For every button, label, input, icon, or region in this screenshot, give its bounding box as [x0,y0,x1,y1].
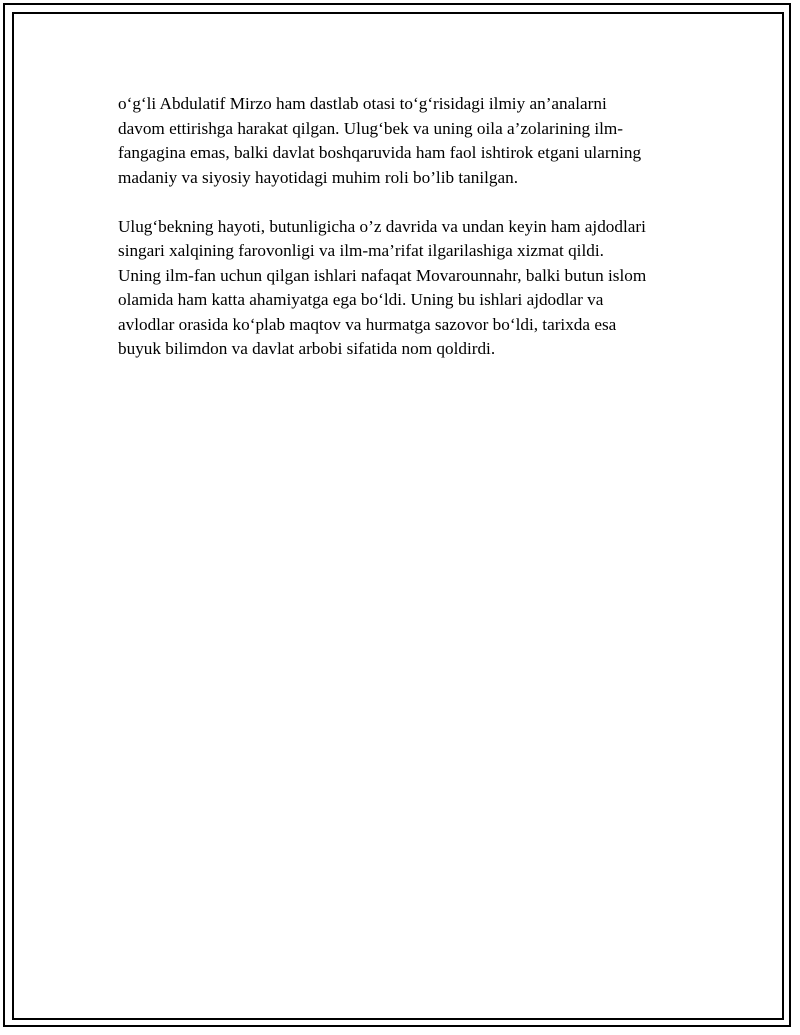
text-line: Ulug‘bekning hayoti, butunligicha o’z davrida va undan keyin ham ajdodlari [118,216,646,236]
text-line: o‘g‘li Abdulatif Mirzo ham dastlab otasi to‘g‘risidagi ilmiy an’analarni [118,94,607,113]
text-line: avlodlar orasida ko‘plab maqtov va hurmatga sazovor bo‘ldi, tarixda esa [118,314,617,334]
text-line: davom ettirishga harakat qilgan. Ulug‘bek va uning oila a’zolarining ilm- [118,118,623,138]
text-line: fangagina emas, balki davlat boshqaruvida ham faol ishtirok etgani ularning [118,143,642,162]
text-line: buyuk bilimdon va davlat arbobi sifatida nom qoldirdi. [118,339,496,358]
text-line: singari xalqining farovonligi va ilm-ma’rifat ilgarilashiga xizmat qildi. [118,241,604,260]
text-line: madaniy va siyosiy hayotidagi muhim roli bo’lib tanilgan. [118,167,519,187]
document-body [118,92,688,386]
text-line: olamida ham katta ahamiyatga ega bo‘ldi. Uning bu ishlari ajdodlar va [118,290,604,309]
paragraph-2 [118,215,688,362]
paragraph-1 [118,92,688,190]
text-line: Uning ilm-fan uchun qilgan ishlari nafaqat Movarounnahr, balki butun islom [118,265,647,285]
